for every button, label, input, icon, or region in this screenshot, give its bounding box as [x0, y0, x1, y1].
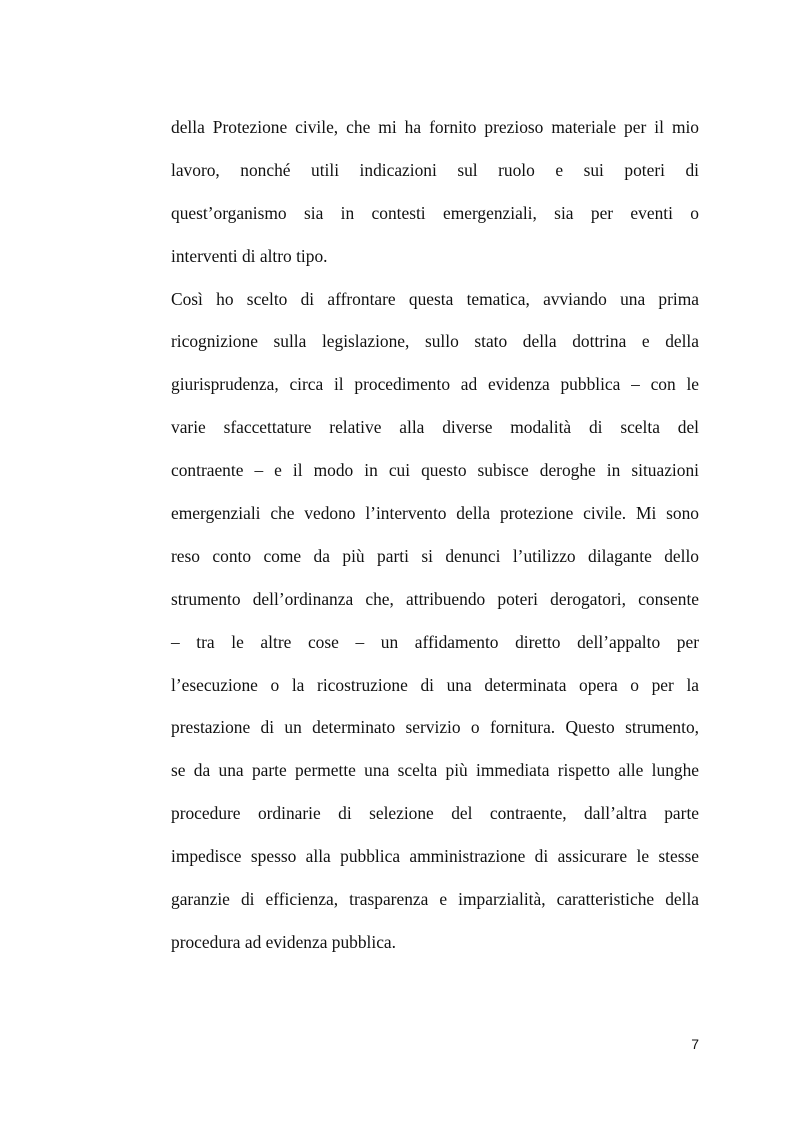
text-line: interventi di altro tipo. — [171, 245, 328, 266]
text-line: l’esecuzione o la ricostruzione di una determinata opera o per la — [171, 674, 699, 695]
page-number: 7 — [691, 1036, 699, 1052]
text-line: procedura ad evidenza pubblica. — [171, 931, 396, 952]
text-line: Così ho scelto di affrontare questa tematica, avviando una prima — [171, 288, 699, 309]
text-line: ricognizione sulla legislazione, sullo stato della dottrina e della — [171, 331, 699, 352]
text-line: giurisprudenza, circa il procedimento ad evidenza pubblica – con le — [171, 374, 699, 395]
text-line: garanzie di efficienza, trasparenza e imparzialità, caratteristiche della — [171, 889, 699, 910]
text-line: lavoro, nonché utili indicazioni sul ruolo e sui poteri di — [171, 159, 699, 180]
text-line: – tra le altre cose – un affidamento diretto dell’appalto per — [171, 631, 699, 652]
text-line: impedisce spesso alla pubblica amministrazione di assicurare le stesse — [171, 846, 699, 867]
paragraph-1 — [171, 112, 699, 284]
text-line: quest’organismo sia in contesti emergenziali, sia per eventi o — [171, 202, 699, 223]
text-line: emergenziali che vedono l’intervento della protezione civile. Mi sono — [171, 503, 699, 524]
text-line: strumento dell’ordinanza che, attribuendo poteri derogatori, consente — [171, 588, 699, 609]
text-line: prestazione di un determinato servizio o fornitura. Questo strumento, — [171, 717, 699, 738]
text-line: della Protezione civile, che mi ha fornito prezioso materiale per il mio — [171, 117, 699, 137]
text-line: varie sfaccettature relative alla diverse modalità di scelta del — [171, 417, 699, 438]
text-line: se da una parte permette una scelta più immediata rispetto alle lunghe — [171, 760, 699, 781]
body-text — [171, 112, 699, 970]
text-line: reso conto come da più parti si denunci l’utilizzo dilagante dello — [171, 545, 699, 566]
text-line: contraente – e il modo in cui questo subisce deroghe in situazioni — [171, 460, 699, 481]
paragraph-2 — [171, 284, 699, 970]
text-line: procedure ordinarie di selezione del contraente, dall’altra parte — [171, 803, 699, 824]
